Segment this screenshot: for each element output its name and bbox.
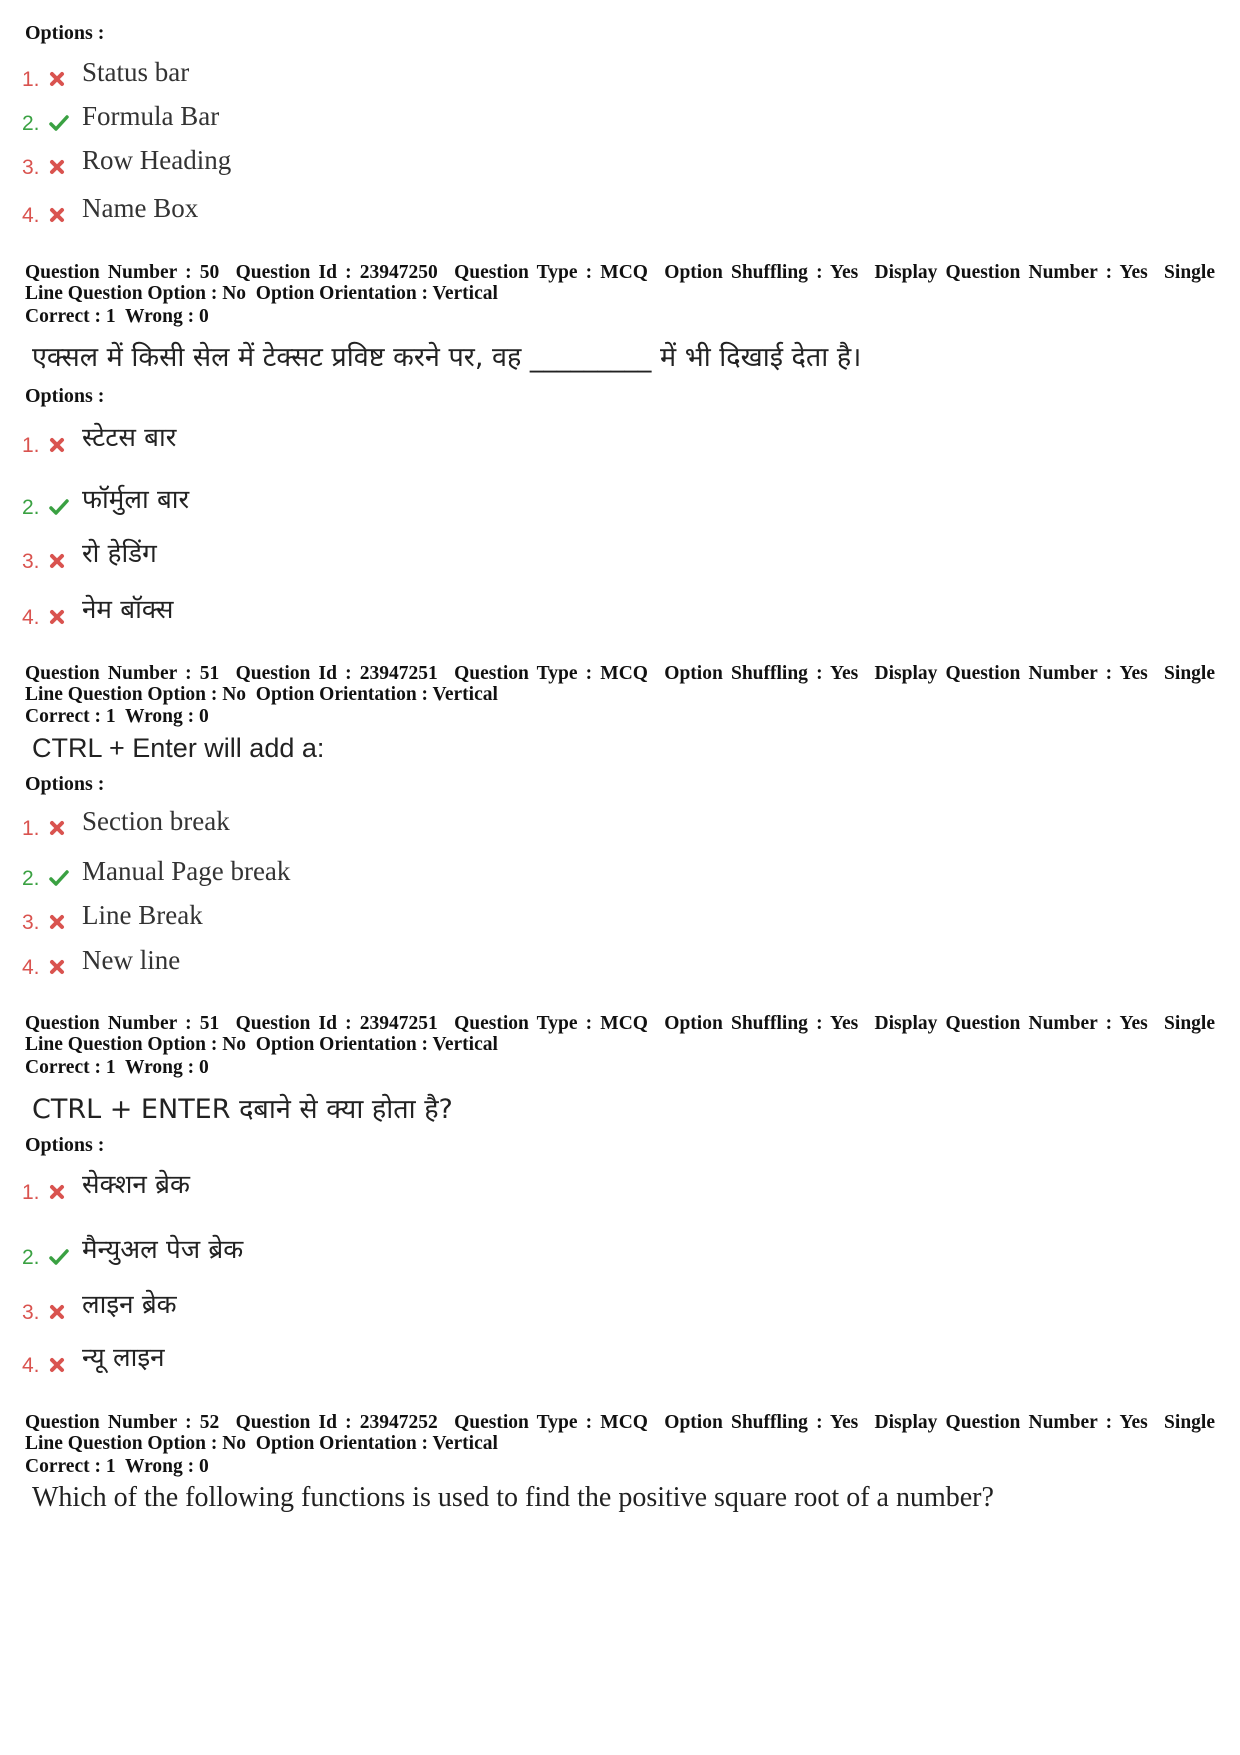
option-text: Formula Bar — [82, 101, 220, 131]
cross-icon — [48, 1303, 66, 1321]
option-number: 1. — [22, 68, 40, 91]
check-icon — [48, 114, 70, 132]
check-icon — [48, 869, 70, 887]
option-text: नेम बॉक्स — [82, 595, 174, 625]
option-number: 4. — [22, 204, 40, 227]
cross-icon — [48, 70, 66, 88]
option-text: रो हेडिंग — [82, 539, 157, 569]
option-number: 3. — [22, 1301, 40, 1324]
options-label: Options : — [25, 773, 105, 795]
question-text: एक्सल में किसी सेल में टेक्सट प्रविष्ट करने पर, वह _________ में भी दिखाई देता है। — [32, 342, 862, 373]
cross-icon — [48, 158, 66, 176]
meta-line-1: Question Number : 50 Question Id : 23947250 Question Type : MCQ Option Shuffling : Yes Display Question Number : Yes Single — [25, 262, 1215, 283]
score-info: Correct : 1 Wrong : 0 — [25, 306, 209, 327]
meta-line-2: Line Question Option : No Option Orientation : Vertical — [25, 1034, 498, 1055]
options-label: Options : — [25, 385, 105, 407]
question-text: CTRL + ENTER दबाने से क्या होता है? — [32, 1094, 453, 1125]
option-text: लाइन ब्रेक — [82, 1290, 177, 1320]
check-icon — [48, 1248, 70, 1266]
option-text: Line Break — [82, 900, 203, 930]
cross-icon — [48, 1356, 66, 1374]
score-info: Correct : 1 Wrong : 0 — [25, 1456, 209, 1477]
option-number: 3. — [22, 156, 40, 179]
options-label: Options : — [25, 1134, 105, 1156]
option-number: 1. — [22, 434, 40, 457]
meta-line-2: Line Question Option : No Option Orientation : Vertical — [25, 283, 498, 304]
question-meta — [25, 663, 1215, 705]
option-text: न्यू लाइन — [82, 1343, 165, 1373]
score-info: Correct : 1 Wrong : 0 — [25, 1057, 209, 1078]
cross-icon — [48, 552, 66, 570]
meta-line-2: Line Question Option : No Option Orientation : Vertical — [25, 1433, 498, 1454]
question-text: Which of the following functions is used to find the positive square root of a number? — [32, 1482, 994, 1513]
cross-icon — [48, 206, 66, 224]
option-text: स्टेटस बार — [82, 423, 177, 453]
option-text: Name Box — [82, 193, 199, 223]
option-number: 4. — [22, 606, 40, 629]
option-number: 1. — [22, 1181, 40, 1204]
option-number: 1. — [22, 817, 40, 840]
options-label: Options : — [25, 22, 105, 44]
meta-line-1: Question Number : 51 Question Id : 23947251 Question Type : MCQ Option Shuffling : Yes Display Question Number : Yes Single — [25, 663, 1215, 684]
option-text: Row Heading — [82, 145, 232, 175]
option-number: 2. — [22, 1246, 40, 1269]
meta-line-1: Question Number : 52 Question Id : 23947252 Question Type : MCQ Option Shuffling : Yes Display Question Number : Yes Single — [25, 1412, 1215, 1433]
option-text: मैन्युअल पेज ब्रेक — [82, 1235, 244, 1265]
option-number: 3. — [22, 550, 40, 573]
option-text: Manual Page break — [82, 856, 291, 886]
cross-icon — [48, 608, 66, 626]
question-text: CTRL + Enter will add a: — [32, 733, 325, 763]
option-number: 4. — [22, 1354, 40, 1377]
question-meta — [25, 1412, 1215, 1454]
option-number: 2. — [22, 496, 40, 519]
question-meta — [25, 262, 1215, 304]
cross-icon — [48, 1183, 66, 1201]
cross-icon — [48, 819, 66, 837]
option-text: Status bar — [82, 57, 190, 87]
option-text: फॉर्मुला बार — [82, 485, 190, 515]
meta-line-2: Line Question Option : No Option Orientation : Vertical — [25, 684, 498, 705]
option-text: Section break — [82, 806, 230, 836]
cross-icon — [48, 436, 66, 454]
option-number: 4. — [22, 956, 40, 979]
check-icon — [48, 498, 70, 516]
question-meta — [25, 1013, 1215, 1055]
cross-icon — [48, 958, 66, 976]
score-info: Correct : 1 Wrong : 0 — [25, 706, 209, 727]
option-number: 2. — [22, 112, 40, 135]
meta-line-1: Question Number : 51 Question Id : 23947251 Question Type : MCQ Option Shuffling : Yes Display Question Number : Yes Single — [25, 1013, 1215, 1034]
option-number: 2. — [22, 867, 40, 890]
option-text: सेक्शन ब्रेक — [82, 1170, 190, 1200]
option-text: New line — [82, 945, 181, 975]
cross-icon — [48, 913, 66, 931]
option-number: 3. — [22, 911, 40, 934]
